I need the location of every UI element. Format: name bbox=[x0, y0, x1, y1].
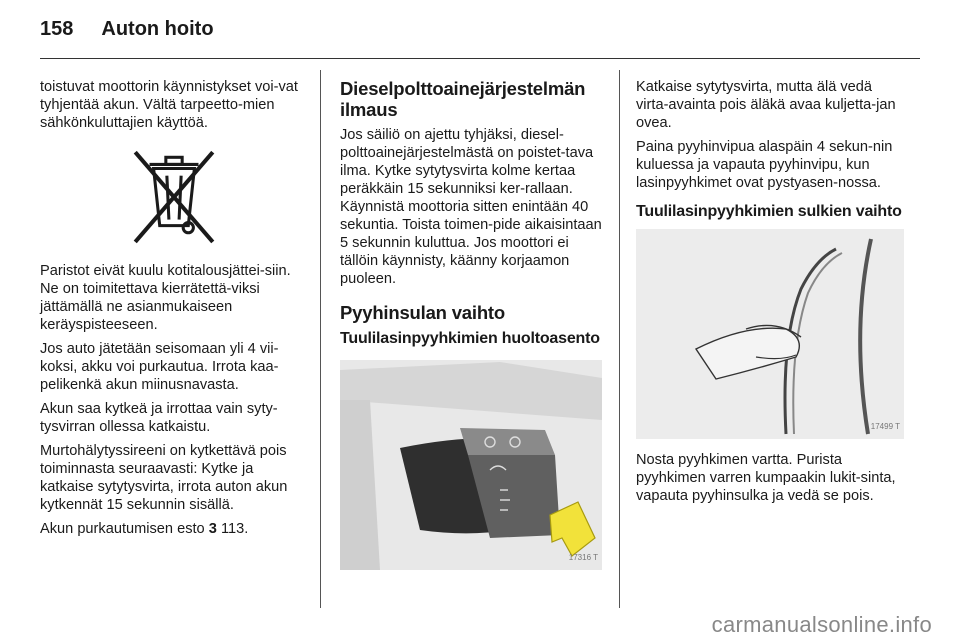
image-reference: 17316 T bbox=[568, 553, 598, 562]
paragraph: Jos säiliö on ajettu tyhjäksi, diesel-polttoainejärjestelmästä on poistet-tava ilma. Kytke sytytysvirta kolme kertaa peräkkäin 15 sekunniksi ker-rallaan. Käynnistä moottoria sitten enintään 40 sekuntia. Toista toimen-pide aikaisintaan 5 sekunnin kuluttua. Jos moottori ei tällöin käynnisty, käänny korjaamon puoleen. bbox=[340, 127, 602, 287]
image-reference: 17499 T bbox=[870, 422, 900, 431]
page-header bbox=[40, 18, 214, 41]
column-left bbox=[40, 78, 308, 544]
column-divider bbox=[320, 70, 321, 608]
paragraph: Akun saa kytkeä ja irrottaa vain syty-tysvirran ollessa katkaistu. bbox=[40, 401, 278, 435]
section-heading: Dieselpolttoainejärjestelmän ilmaus bbox=[340, 78, 586, 120]
section-heading: Pyyhinsulan vaihto bbox=[340, 302, 505, 323]
wiper-blade-photo bbox=[636, 229, 904, 439]
subsection-heading: Tuulilasinpyyhkimien sulkien vaihto bbox=[636, 203, 902, 220]
column-divider bbox=[619, 70, 620, 608]
page-ref-arrow-icon: 3 bbox=[208, 521, 217, 537]
reference-text: Akun purkautumisen esto bbox=[40, 521, 205, 537]
wiper-lever-photo bbox=[340, 360, 602, 570]
crossed-bin-icon bbox=[123, 142, 225, 244]
column-right bbox=[636, 78, 906, 511]
paragraph: Nosta pyyhkimen vartta. Purista pyyhkimen varren kumpaakin lukit-sinta, vapauta pyyhinsulka ja vedä se pois. bbox=[636, 452, 896, 504]
paragraph: Murtohälytyssireeni on kytkettävä pois toiminnasta seuraavasti: Kytke ja katkaise sytytysvirta, irrota auton akun kytkennät 15 sekunnin sisällä. bbox=[40, 443, 288, 513]
paragraph: toistuvat moottorin käynnistykset voi-vat tyhjentää akun. Vältä tarpeetto-mien sähkönkuluttajien käyttöä. bbox=[40, 79, 298, 131]
paragraph-reference bbox=[40, 520, 308, 538]
watermark: carmanualsonline.info bbox=[711, 612, 932, 637]
paragraph: Paina pyyhinvipua alaspäin 4 sekun-nin kuluessa ja vapauta pyyhinvipu, kun lasinpyyhkimet ovat pystyasen-nossa. bbox=[636, 139, 893, 191]
header-rule bbox=[40, 58, 920, 59]
subsection-heading: Tuulilasinpyyhkimien huoltoasento bbox=[340, 330, 600, 347]
column-middle bbox=[340, 78, 608, 570]
paragraph: Paristot eivät kuulu kotitalousjättei-siin. Ne on toimitettava kierrätettä-viksi jättämällä ne asianmukaiseen keräyspisteeseen. bbox=[40, 263, 291, 333]
reference-page-link[interactable]: 113. bbox=[220, 521, 249, 537]
paragraph: Katkaise sytytysvirta, mutta älä vedä virta-avainta pois äläkä avaa kuljetta-jan ovea. bbox=[636, 79, 896, 131]
page-number: 158 bbox=[40, 18, 74, 40]
wiper-lever-illustration bbox=[340, 360, 602, 570]
wiper-blade-illustration bbox=[636, 229, 904, 439]
paragraph: Jos auto jätetään seisomaan yli 4 vii-koksi, akku voi purkautua. Irrota kaa-pelikenkä akun miinusnavasta. bbox=[40, 341, 279, 393]
chapter-title: Auton hoito bbox=[101, 18, 214, 40]
